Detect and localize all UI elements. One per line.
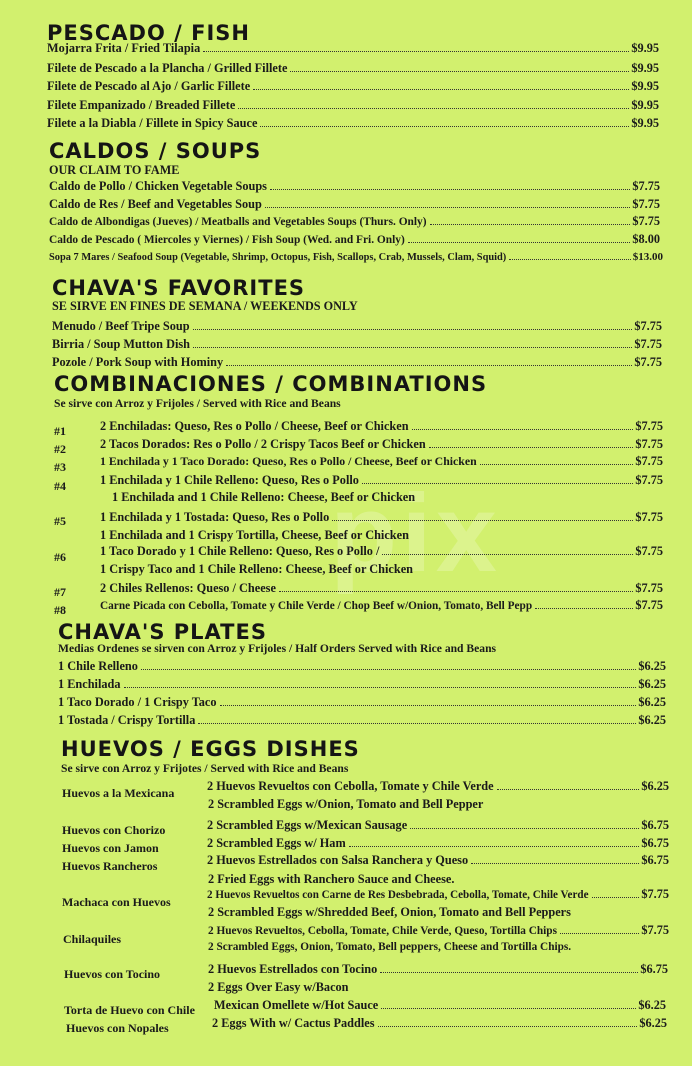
menu-item: Carne Picada con Cebolla, Tomate y Chile Verde / Chop Beef w/Onion, Tomato, Bell Pepp $7.75 (100, 598, 663, 612)
egg-dish-name: Huevos con Jamon (62, 841, 159, 855)
watermark: pix (330, 472, 501, 595)
menu-item: Filete de Pescado al Ajo / Garlic Fillete $9.95 (47, 79, 659, 93)
egg-dish-name: Huevos con Chorizo (62, 823, 166, 837)
menu-item: 2 Enchiladas: Queso, Res o Pollo / Cheese, Beef or Chicken $7.75 (100, 419, 663, 433)
item-description: 2 Scrambled Eggs w/Onion, Tomato and Bell Pepper (208, 797, 484, 811)
menu-item: 1 Enchilada y 1 Tostada: Queso, Res o Pollo $7.75 (100, 510, 663, 524)
item-description: 2 Scrambled Eggs, Onion, Tomato, Bell peppers, Cheese and Tortilla Chips. (208, 941, 572, 953)
combo-number: #1 (54, 424, 66, 438)
egg-dish-name: Huevos a la Mexicana (62, 786, 175, 800)
menu-item: Birria / Soup Mutton Dish $7.75 (52, 337, 662, 351)
section-title-favorites: CHAVA'S FAVORITES (52, 276, 306, 300)
item-description: 2 Eggs Over Easy w/Bacon (208, 980, 349, 994)
menu-item: 1 Chile Relleno $6.25 (58, 659, 666, 673)
egg-dish-name: Machaca con Huevos (62, 895, 171, 909)
menu-item: 2 Huevos Revueltos con Cebolla, Tomate y Chile Verde $6.25 (207, 779, 669, 793)
menu-item: 1 Taco Dorado y 1 Chile Relleno: Queso, Res o Pollo / $7.75 (100, 544, 663, 558)
menu-item: Caldo de Res / Beef and Vegetables Soup $7.75 (49, 197, 660, 211)
item-description: 1 Enchilada and 1 Chile Relleno: Cheese, Beef or Chicken (112, 490, 416, 504)
menu-item: 2 Tacos Dorados: Res o Pollo / 2 Crispy Tacos Beef or Chicken $7.75 (100, 437, 663, 451)
section-note: SE SIRVE EN FINES DE SEMANA / WEEKENDS ONLY (52, 299, 358, 313)
menu-item: Caldo de Pollo / Chicken Vegetable Soups $7.75 (49, 179, 660, 193)
combo-number: #5 (54, 514, 66, 528)
egg-dish-name: Huevos Rancheros (62, 859, 158, 873)
item-description: 1 Crispy Taco and 1 Chile Relleno: Cheese, Beef or Chicken (100, 562, 413, 576)
item-description: 1 Enchilada and 1 Crispy Tortilla, Cheese, Beef or Chicken (100, 528, 409, 542)
combo-number: #6 (54, 550, 66, 564)
item-description: 2 Fried Eggs with Ranchero Sauce and Cheese. (208, 872, 455, 886)
section-note: Se sirve con Arroz y Frijoles / Served with Rice and Beans (54, 397, 341, 410)
combo-number: #7 (54, 585, 66, 599)
menu-item: 1 Tostada / Crispy Tortilla $6.25 (58, 713, 666, 727)
section-title-combos: COMBINACIONES / COMBINATIONS (54, 372, 488, 396)
menu-item: Caldo de Pescado ( Miercoles y Viernes) / Fish Soup (Wed. and Fri. Only) $8.00 (49, 232, 660, 246)
item-description: 2 Scrambled Eggs w/Shredded Beef, Onion, Tomato and Bell Peppers (208, 905, 571, 919)
menu-item: 2 Scrambled Eggs w/Mexican Sausage $6.75 (207, 818, 669, 832)
section-title-eggs: HUEVOS / EGGS DISHES (61, 737, 360, 761)
section-note: Se sirve con Arroz y Frijotes / Served with Rice and Beans (61, 762, 349, 775)
egg-dish-name: Chilaquiles (63, 932, 122, 946)
combo-number: #4 (54, 479, 66, 493)
menu-item: 2 Scrambled Eggs w/ Ham $6.75 (207, 836, 669, 850)
menu-item: 1 Enchilada y 1 Chile Relleno: Queso, Res o Pollo $7.75 (100, 473, 663, 487)
section-title-fish: PESCADO / FISH (47, 21, 250, 45)
combo-number: #8 (54, 603, 66, 617)
menu-item: Menudo / Beef Tripe Soup $7.75 (52, 319, 662, 333)
menu-item: Caldo de Albondigas (Jueves) / Meatballs and Vegetables Soups (Thurs. Only) $7.75 (49, 214, 660, 228)
menu-item: Mojarra Frita / Fried Tilapia $9.95 (47, 41, 659, 55)
menu-item: Mexican Omellete w/Hot Sauce $6.25 (214, 998, 666, 1012)
section-note: Medias Ordenes se sirven con Arroz y Frijoles / Half Orders Served with Rice and Beans (58, 642, 497, 655)
menu-item: 2 Huevos Revueltos con Carne de Res Desbebrada, Cebolla, Tomate, Chile Verde $7.75 (207, 887, 669, 901)
menu-item: 1 Taco Dorado / 1 Crispy Taco $6.25 (58, 695, 666, 709)
egg-dish-name: Torta de Huevo con Chile (64, 1003, 195, 1017)
menu-item: Filete de Pescado a la Plancha / Grilled Fillete $9.95 (47, 61, 659, 75)
menu-item: 2 Huevos Estrellados con Tocino $6.75 (208, 962, 668, 976)
menu-item: 2 Eggs With w/ Cactus Paddles $6.25 (212, 1016, 667, 1030)
menu-item: Sopa 7 Mares / Seafood Soup (Vegetable, Shrimp, Octopus, Fish, Scallops, Crab, Mussels, Clam, Squid) $13.00 (49, 251, 663, 263)
menu-item: Pozole / Pork Soup with Hominy $7.75 (52, 355, 662, 369)
combo-number: #2 (54, 442, 66, 456)
menu-item: 2 Huevos Estrellados con Salsa Ranchera y Queso $6.75 (207, 853, 669, 867)
menu-item: 1 Enchilada $6.25 (58, 677, 666, 691)
menu-item: Filete Empanizado / Breaded Fillete $9.95 (47, 98, 659, 112)
section-title-plates: CHAVA'S PLATES (58, 620, 267, 644)
section-title-soups: CALDOS / SOUPS (49, 139, 262, 163)
egg-dish-name: Huevos con Tocino (64, 967, 161, 981)
menu-item: 2 Chiles Rellenos: Queso / Cheese $7.75 (100, 581, 663, 595)
menu-item: Filete a la Diabla / Fillete in Spicy Sauce $9.95 (47, 116, 659, 130)
egg-dish-name: Huevos con Nopales (66, 1021, 169, 1035)
combo-number: #3 (54, 460, 66, 474)
section-note: OUR CLAIM TO FAME (49, 163, 180, 177)
menu-item: 2 Huevos Revueltos, Cebolla, Tomate, Chile Verde, Queso, Tortilla Chips $7.75 (208, 923, 669, 937)
menu-item: 1 Enchilada y 1 Taco Dorado: Queso, Res o Pollo / Cheese, Beef or Chicken $7.75 (100, 454, 663, 468)
